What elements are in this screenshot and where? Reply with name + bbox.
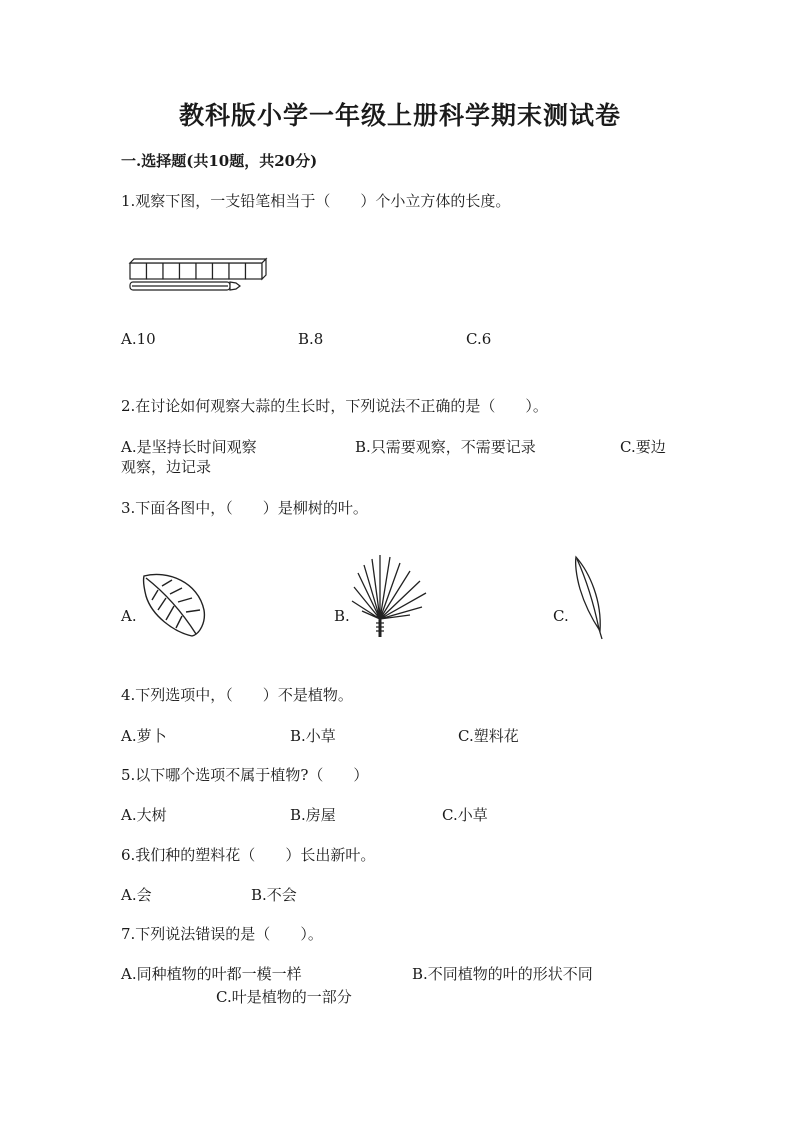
q3-option-c: C. [553,607,569,625]
q6-option-a: A.会 [121,886,152,904]
willow-leaf-icon [572,555,606,641]
pencil-cubes-figure [128,258,278,294]
question-1: 1.观察下图，一支铅笔相当于（ ）个小立方体的长度。 [121,192,511,210]
q4-option-b: B.小草 [290,727,336,745]
q2-option-c-continued: 观察，边记录 [121,458,212,476]
q2-option-a: A.是坚持长时间观察 [121,438,257,456]
q7-option-a: A.同种植物的叶都一模一样 [121,965,302,983]
question-3: 3.下面各图中，（ ）是柳树的叶。 [121,499,368,517]
question-2: 2.在讨论如何观察大蒜的生长时，下列说法不正确的是（ ）。 [121,397,548,415]
q1-option-c: C.6 [466,330,492,348]
q3-option-b: B. [334,607,350,625]
serrated-leaf-icon [138,570,210,638]
q3-option-a: A. [121,607,137,625]
question-7: 7.下列说法错误的是（ ）。 [121,925,323,943]
page-title: 教科版小学一年级上册科学期末测试卷 [178,101,621,130]
q7-option-c: C.叶是植物的一部分 [216,988,352,1006]
q2-option-c: C.要边 [620,438,666,456]
q4-option-c: C.塑料花 [458,727,519,745]
question-6: 6.我们种的塑料花（ ）长出新叶。 [121,846,376,864]
pine-branch-icon [350,553,428,639]
section-heading: 一.选择题(共10题，共20分) [121,152,318,170]
question-5: 5.以下哪个选项不属于植物?（ ） [121,766,369,784]
q5-option-c: C.小草 [442,806,488,824]
q7-option-b: B.不同植物的叶的形状不同 [412,965,593,983]
q6-option-b: B.不会 [251,886,297,904]
q1-option-b: B.8 [298,330,324,348]
q4-option-a: A.萝卜 [121,727,167,745]
q1-option-a: A.10 [121,330,156,348]
question-4: 4.下列选项中，（ ）不是植物。 [121,686,353,704]
q5-option-a: A.大树 [121,806,167,824]
q5-option-b: B.房屋 [290,806,336,824]
q2-option-b: B.只需要观察，不需要记录 [355,438,536,456]
